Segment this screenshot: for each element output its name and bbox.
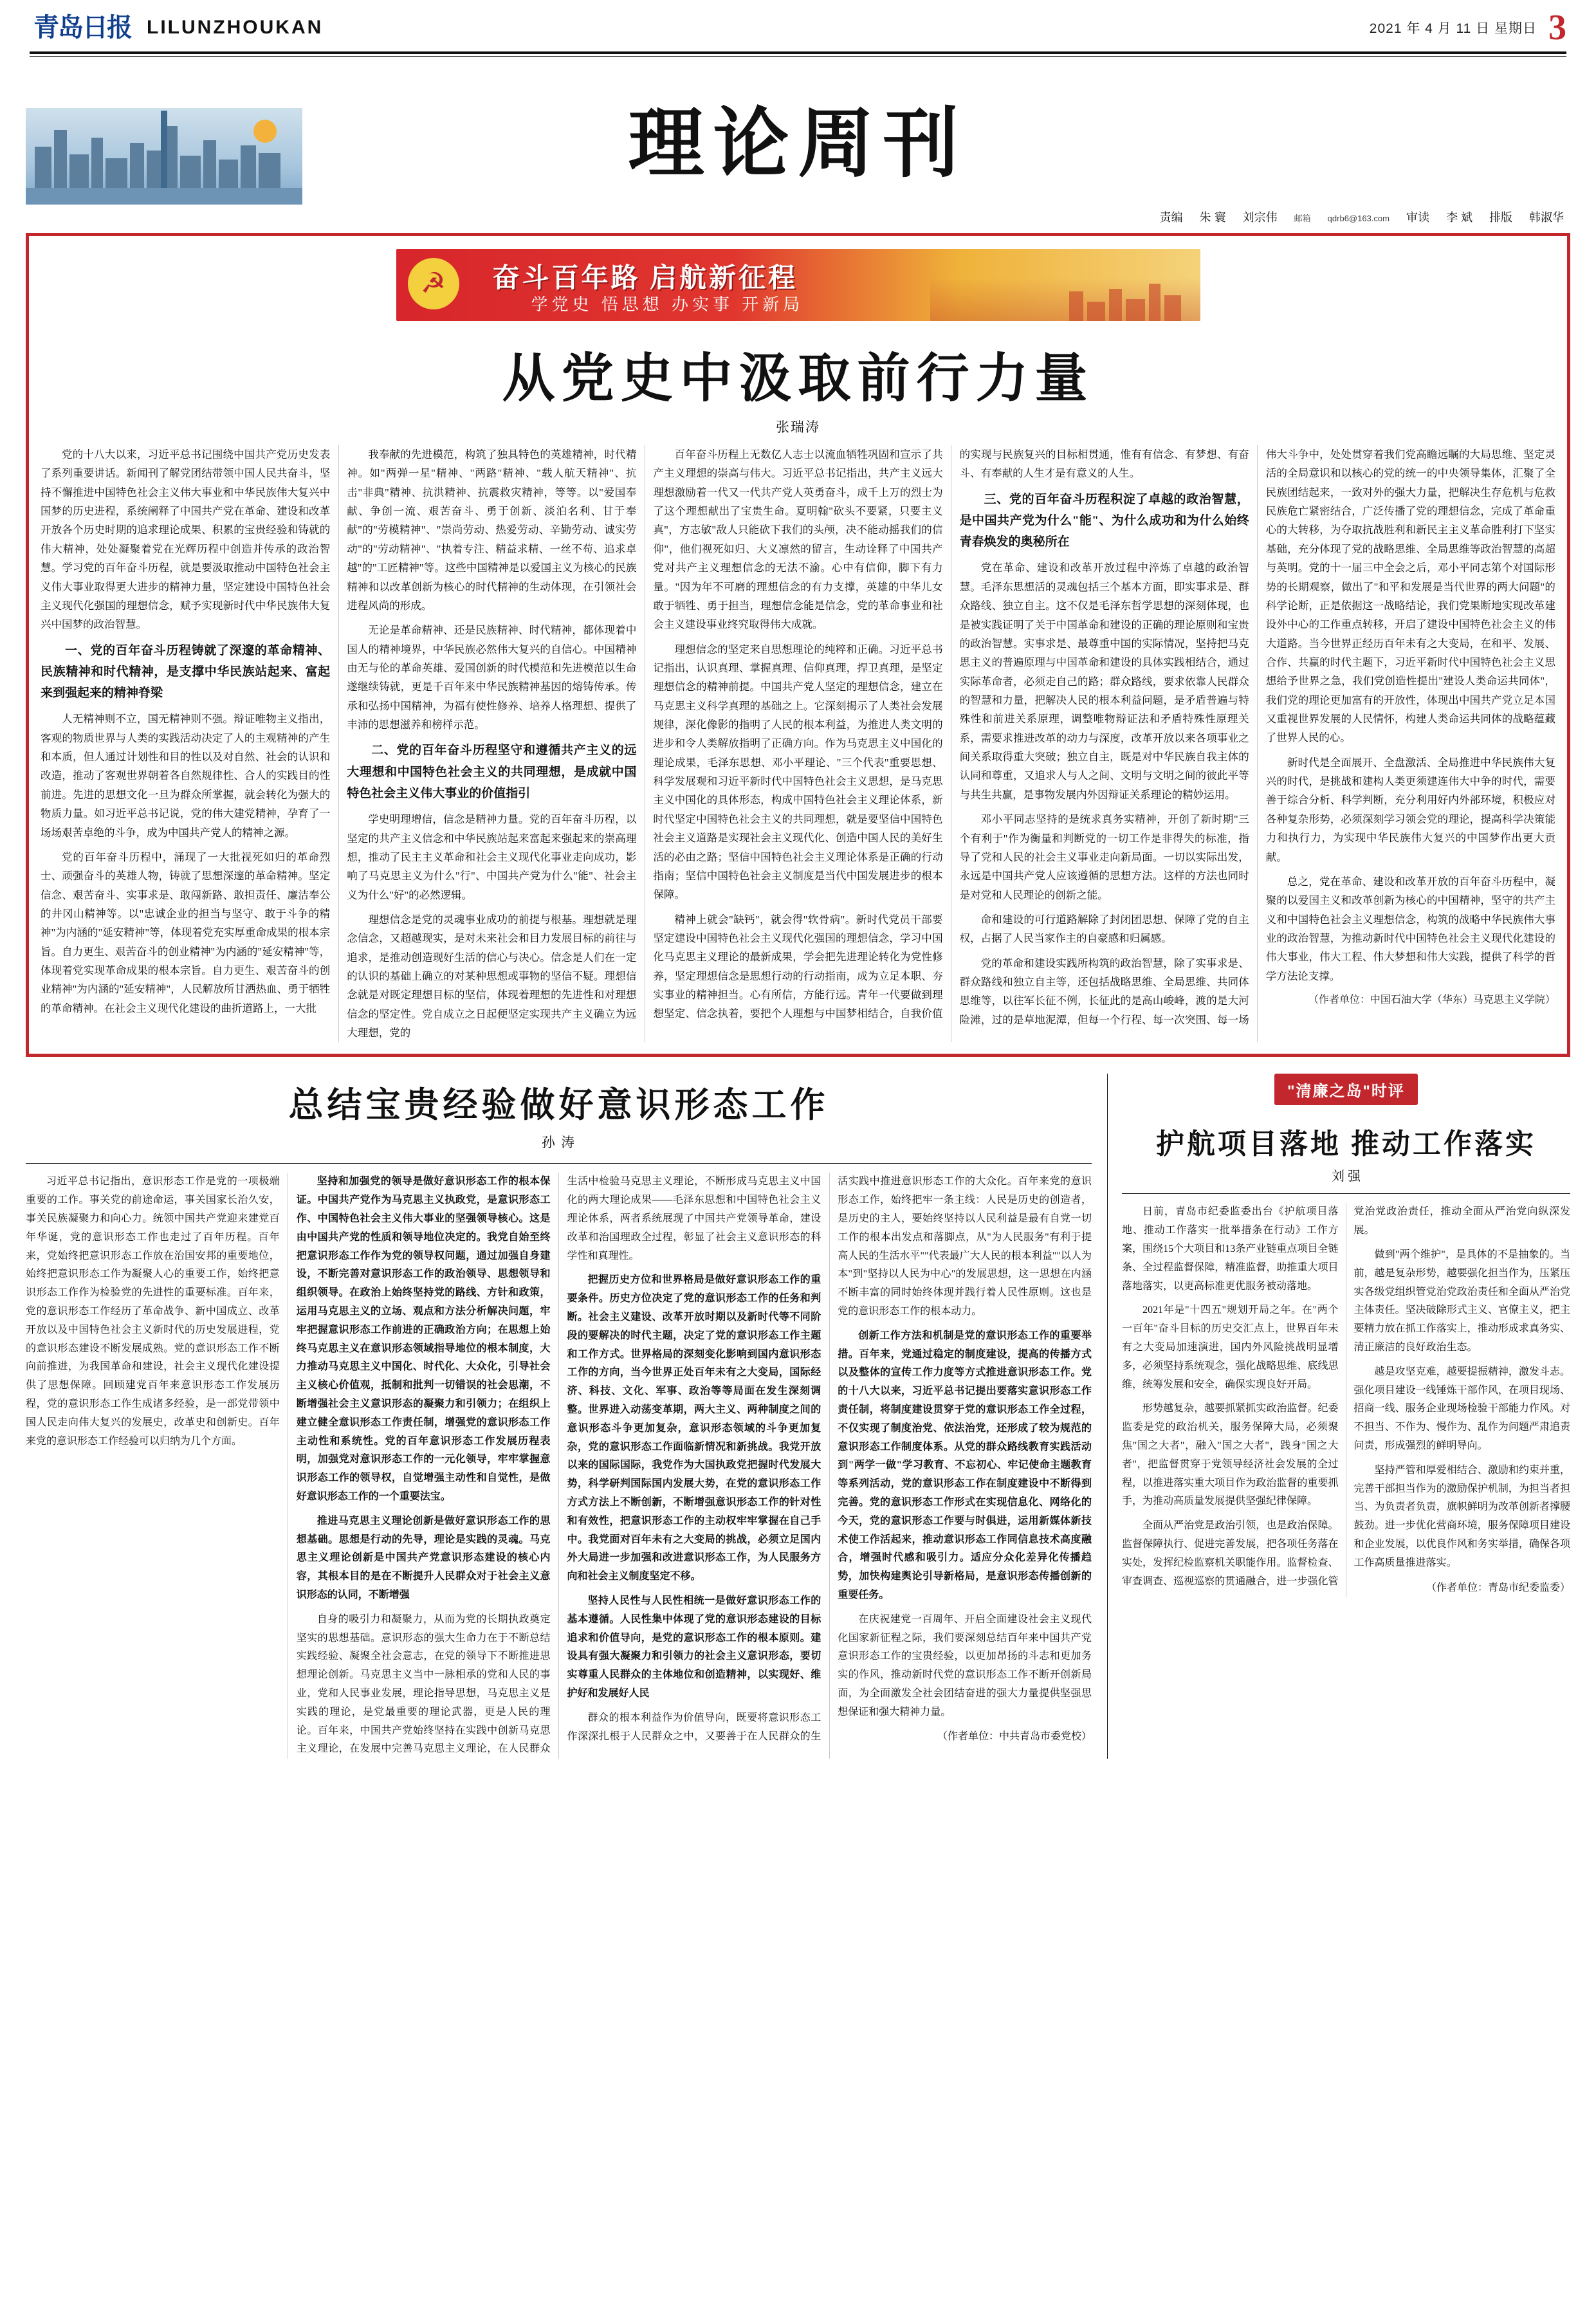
paragraph: 群众的根本利益作为价值导向，既要将意识形态工作深深扎根于人民群众之中，又要善于在人民群众的生活实践中推进意识形态工作的大众化。百年来党的意识形态工作，始终把牢一条主线：人民是历史的创造者，是历史的主人，要始终坚持以人民利益是最有自党一切工作的根本出发点和落脚点，从"为人民服务"有利于提高人民的生活水平""代表最广大人民的根本利益""以人为本"到"坚持以人民为中心"的发展思想，这一思想在内涵不断丰富的同时始终体现并践行着人民性原则。这也是党的意识形态工作的根本动力。 xyxy=(567,1176,1092,1742)
article-2-subheading: 坚持和加强党的领导是做好意识形态工作的根本保证。中国共产党作为马克思主义执政党，是意识形态工作、中国特色社会主义伟大事业的坚强领导核心。这是由中国共产党的性质和领导地位决定的。我党自始至终把意识形态工作作为党的领导权问题，通过加强自身建设，不断完善对意识形态工作的政治领导、思想领导和组织领导。在政治上始终坚持党的路线、方针和政策，运用马克思主义的立场、观点和方法分析解决问题，牢牢把握意识形态工作前进的正确政治方向；在思想上始终马克思主义在意识形态领域指导地位的根本制度，大力推动马克思主义中国化、时代化、大众化，引导社会主义核心价值观，抵制和批判一切错误的社会思潮，不断增强社会主义意识形态的凝聚力和引领力；在组织上建立健全意识形态工作责任制，增强党的意识形态工作主动性和系统性。党的百年意识形态工作发展历程表明，加强党对意识形态工作的一元化领导，牢牢掌握意识形态工作的领导权，自觉增强主动性和自觉性，是做好意识形态工作的一个重要法宝。 xyxy=(296,1176,551,1502)
article-2-subheading: 坚持人民性与人民性相统一是做好意识形态工作的基本遵循。人民性集中体现了党的意识形态建设的目标追求和价值导向，是党的意识形态工作的根本原则。建设具有强大凝聚力和引领力的社会主义意识形态，要切实尊重人民群众的主体地位和创造精神，以实现好、维护好和发展好人民 xyxy=(567,1595,821,1699)
paragraph: 自身的吸引力和凝聚力，从而为党的长期执政奠定坚实的思想基础。意识形态的强大生命力在于不断总结实践经验、凝聚全社会意志，在党的领导下不断推进思想理论创新。马克思主义当中一脉相承的党和人民的事业，党和人民事业发展，理论指导思想，马克思主义是实践的理论，是党最重要的理论武器，更是人民的理论。百年来，中国共产党始终坚持在实践中创新马克思主义理论，在发展中完善马克思主义理论，在人民群众生活中检验马克思主义理论，不断形成马克思主义中国化的两大理论成果——毛泽东思想和中国特色社会主义理论体系，两者系统展现了中国共产党领导革命，建设改革和治国理政全过程，彰显了社会主义意识形态的科学性和真理性。 xyxy=(296,1176,821,1755)
feature-article-box xyxy=(26,233,1570,1057)
campaign-banner xyxy=(396,249,1200,321)
paragraph: 理想信念是党的灵魂事业成功的前提与根基。理想就是理念信念，又超越现实，是对未来社会和目力发展目标的前往与追求，是推动创造现好生活的信心与决心。信念是人们在一定的认识的基础上确立的对某种思想或事物的坚信不疑。理想信念就是对既定理想目标的坚信，体现着理想的先进性和对理想信念的坚定性。党自成立之日起便坚定实现共产主义确立为远大理想，党的 xyxy=(347,913,637,1040)
paragraph: 百年奋斗历程上无数亿人志士以流血牺牲巩固和宣示了共产主义理想的崇高与伟大。习近平总书记指出，共产主义远大理想激励着一代又一代共产党人英勇奋斗，成千上万的烈士为了这个理想献出了宝贵生命。夏明翰"砍头不要紧，只要主义真"，方志敏"敌人只能砍下我们的头颅，决不能动摇我们的信仰"，他们视死如归、大义凛然的留言，生动诠释了中国共产党对共产主义理想信念的无法不渝。心中有信仰，脚下有力量。"因为年不可磨的理想信念的有力支撑，英雄的中华儿女敢于牺牲、勇于担当，理想信念能是信念，党的革命事业和社会主义建设事业终究取得伟大成就。 xyxy=(653,448,943,631)
paragraph: 精神上就会"缺钙"，就会得"软骨病"。新时代党员干部要坚定建设中国特色社会主义现代化强国的理想信念，学习中国化马克思主义理论的最新成果，学会把先进理论转化为党性修养，坚定理想信念是思想行动的行动指南，成为立足本职、夯实事业的精神担当。心有所信，方能行远。青年一代要做到理想坚定、信念执着，要把个人理想与中国梦相结合，自我价值的实现与民族复兴的目标相贯通，惟有有信念、有梦想、有奋斗、有奉献的人生才是有意义的人生。 xyxy=(653,448,1249,1020)
status-badge: "清廉之岛"时评 xyxy=(1274,1074,1418,1105)
feature-byline: 张瑞涛 xyxy=(776,419,820,435)
credit-editor-name: 朱 寰 xyxy=(1199,211,1226,224)
article-3-tag-wrap xyxy=(1122,1074,1570,1105)
credit-email-label: 邮箱 xyxy=(1294,214,1311,223)
credit-email: qdrb6@163.com xyxy=(1327,214,1390,223)
feature-body xyxy=(41,445,1555,1042)
article-2-body xyxy=(26,1173,1092,1759)
publication-pinyin: LILUNZHOUKAN xyxy=(147,17,324,38)
credit-review-label: 审读 xyxy=(1406,211,1429,224)
article-2-signature: （作者单位：中共青岛市委党校） xyxy=(937,1730,1092,1742)
paragraph: 党的百年奋斗历程中，涌现了一大批视死如归的革命烈士、顽强奋斗的英雄人物，铸就了思想深邃的革命精神。坚定信念、艰苦奋斗、实事求是、敢闯新路、敢担责任、廉洁奉公的井冈山精神等。以"忠诚企业的担当与坚守、敢于斗争的精神"为内涵的"延安精神"等，体现着党充实厚重命成果的根本宗旨。自力更生、艰苦奋斗的创业精神"为内涵的"延安精神"等，体现着党实现革命成果的根本宗旨。自力更生、艰苦奋斗的创业精神"为内涵的"延安精神"，人民解放所甘洒热血、勇于牺牲的革命精神。在社会主义现代化建设的曲折道路上，一大批 xyxy=(41,850,331,1014)
paragraph: 坚持严管和厚爱相结合、激励和约束并重，完善干部担当作为的激励保护机制，为担当者担当、为负责者负责，旗帜鲜明为改革创新者撑腰鼓劲。进一步优化营商环境，服务保障项目建设和企业发展，以优良作风和务实举措，确保各项工作高质量推进落实。 xyxy=(1353,1464,1570,1568)
article-2-subheading: 推进马克思主义理论创新是做好意识形态工作的思想基础。思想是行动的先导，理论是实践的灵魂。马克思主义理论创新是中国共产党意识形态建设的核心内容，其根本目的是在不断提升人民群众对于社会主义意识形态的认同，不断增强 xyxy=(296,1515,551,1600)
paragraph: 习近平总书记指出，意识形态工作是党的一项极端重要的工作。事关党的前途命运，事关国家长治久安，事关民族凝聚力和向心力。统领中国共产党迎来建党百年华诞，党的意识形态工作也走过了百年历程。百年来，党始终把意识形态工作放在治国安邦的重要地位，始终把意识形态工作为凝聚人心的重要工作，始终把意识形态工作作为检验党的先进性的重要标准。百年来，党的意识形态工作经历了革命战争、新中国成立、改革开放以及中国特色社会主义新时代的历史发展进程，党的意识形态建设不断发展成熟。党的意识形态工作不断向前推进，为我国革命和建设，社会主义现代化建设提供了思想保障。回顾建党百年来意识形态工作发展历程，党的意识形态工作生成诸多经验，是一部党带领中国人民走向伟大复兴的发展史，改革史和创新史。百年来党的意识形态工作经验可以归纳为几个方面。 xyxy=(26,1176,280,1447)
article-3-byline: 刘 强 xyxy=(1332,1169,1361,1184)
cityscape-illustration xyxy=(26,108,302,205)
feature-title: 从党史中汲取前行力量 xyxy=(502,349,1094,408)
credit-review-name: 李 斌 xyxy=(1445,211,1472,224)
article-2-title: 总结宝贵经验做好意识形态工作 xyxy=(288,1086,829,1125)
paragraph: 邓小平同志坚持的是统求真务实精神，开创了新时期"三个有利于"作为衡量和判断党的一切工作是非得失的标准，指导了党和人民的社会主义事业走向新局面。一切以实际出发，永远是中国共产党人应该遵循的思想方法。这样的方法也同时是对党和人民理论的创新之能。 xyxy=(959,813,1249,901)
page-title: 理论周刊 xyxy=(628,102,968,187)
banner-subline: 学党史 悟思想 办实事 开新局 xyxy=(531,295,804,314)
publication-logo: 青岛日报 xyxy=(33,13,131,42)
paragraph: 人无精神则不立，国无精神则不强。辩证唯物主义指出，客观的物质世界与人类的实践活动决定了人的主观精神的产生和本质，但人通过计划性和目的性以及对自然、社会的认识和改造，推动了客观世界朝着各自然规律性、合人的实践目的性前进。先进的思想文化一旦为群众所掌握，就会转化为强大的物质力量。如习近平总书记说，党的伟大建党精神，孕育了一场场艰苦卓绝的斗争，成为中国共产党人的精神之源。 xyxy=(41,713,331,839)
sun-icon xyxy=(253,120,277,143)
masthead-left xyxy=(30,12,323,43)
paragraph: 新时代是全面展开、全盘激活、全局推进中华民族伟大复兴的时代，是挑战和建构人类更须建连伟大中争的时代，需要善于综合分析、科学判断，充分利用好内外部环境，积极应对各种复杂形势，必须深刻学习领会党的理论，提高科学决策能力和执行力，为实现中华民族伟大复兴的中国梦作出更大贡献。 xyxy=(1265,756,1555,863)
feature-section-heading: 一、党的百年奋斗历程铸就了深邃的革命精神、民族精神和时代精神，是支撑中华民族站起来、富起来到强起来的精神脊梁 xyxy=(41,643,331,701)
paragraph: 党在革命、建设和改革开放过程中淬炼了卓越的政治智慧。毛泽东思想活的灵魂包括三个基本方面，即实事求是、群众路线、独立自主。这不仅是毛泽东哲学思想的深刻体现，也是被实践证明了关于中国革命和建设的正确的理论原则和宝贵的政治智慧。实事求是、最尊重中国的实际情况，坚持把马克思主义的普遍原理与中国革命和建设的具体实践相结合，通过实际革命者，必须走自己的路；群众路线，要求依靠人民群众的智慧和力量，把解决人民的根本利益问题，是矛盾普遍与特殊性和前进关系原理，调整唯物辩证法和矛盾特殊性原理关系，需要求推进改革的动力与深度，改革开放以来各项事业之间关系取得重大突破；独立自主，既是对中华民族自我主体的认同和尊重，又追求人与人之间、文明与文明之间的彼此平等与共生共赢，是事物发展内外因辩证关系理论的精妙运用。 xyxy=(959,562,1249,801)
article-3-title: 护航项目落地 推动工作落实 xyxy=(1156,1128,1536,1160)
credit-layout-label: 排版 xyxy=(1489,211,1512,224)
masthead-right xyxy=(1370,10,1566,46)
paragraph: 理想信念的坚定来自思想理论的纯粹和正确。习近平总书记指出，认识真理、掌握真理、信仰真理，捍卫真理，是坚定理想信念的精神前提。中国共产党人坚定的理想信念，建立在马克思主义科学真理的基础之上。它深刻揭示了人类社会发展规律，深化像影的指明了人民的根本利益，为推进人类文明的进步和令人类解放指明了正确方向。作为马克思主义中国化的理论成果，毛泽东思想、邓小平理论、"三个代表"重要思想、科学发展观和习近平新时代中国特色社会主义思想，是马克思主义中国化的具体形态，构成中国特色社会主义理论体系，新时代坚定中国特色社会主义的共同理想，就是要坚信中国特色社会主义道路是实现社会主义现代化、创造中国人民的美好生活的必由之路；坚信中国特色社会主义理论体系是正确的行动指南；坚信中国特色社会主义制度是当代中国发展进步的根本保障。 xyxy=(653,643,943,901)
banner-headline: 奋斗百年路 启航新征程 xyxy=(492,264,798,293)
credit-editor-label: 责编 xyxy=(1159,211,1183,224)
party-emblem-icon: ☭ xyxy=(408,258,459,309)
paragraph: 命和建设的可行道路解除了封闭团思想、保障了党的自主权，占据了人民当家作主的自豪感和归属感。 xyxy=(959,913,1249,945)
feature-section-heading: 二、党的百年奋斗历程坚守和遵循共产主义的远大理想和中国特色社会主义的共同理想，是成就中国特色社会主义伟大事业的价值指引 xyxy=(347,744,637,800)
publication-date: 2021 年 4 月 11 日 星期日 xyxy=(1369,21,1537,36)
paragraph: 党的革命和建设实践所构筑的政治智慧，除了实事求是、群众路线和独立自主等，还包括战略思维、全局思维、共同体思维等，以往军长征不例，长征此的是高山峻峰，渡的是大河险滩，过的是草地泥潭，但每一个行程、每一次突围、每一场伟大斗争中，处处贯穿着我们党高瞻远瞩的大局思维、坚定灵活的全局意识和以核心的党的统一的中央领导集体，汇聚了全民族团结起来，一致对外的强大力量，把解决生存危机与危救民族危亡紧密结合，广泛传播了党的理想信念，完成了革命重心的大转移，为夺取抗战胜利和新民主主义革命胜利打下坚实基础，充分体现了党的战略思维、全局思维等政治智慧的高超与英明。党的十一届三中全会之后，邓小平同志第个对国际形势的长期观察，做出了"和平和发展是当代世界的两大问题"的科学论断，正是依据这一战略结论，我们党果断地实现改革建设外中心的工作重点转移，开启了建设中国特色社会主义的伟大道路。当今世界正经历百年未有之大变局，在和平、发展、合作、共赢的时代主题下，习近平新时代中国特色社会主义思想给予世界之急，我们党创造性提出"建设人类命运共同体"，我们党的理论更加富有的开放性，体现出中国共产党立足本国又重视世界发展的人民情怀，构建人类命运共同体的战略蕴藏了世界人民的心。 xyxy=(959,448,1555,1026)
feature-section-heading: 三、党的百年奋斗历程积淀了卓越的政治智慧，是中国共产党为什么"能"、为什么成功和为什么始终青春焕发的奥秘所在 xyxy=(959,492,1249,549)
article-3 xyxy=(1107,1074,1570,1759)
article-2-rule xyxy=(26,1163,1092,1164)
section-title-band xyxy=(26,57,1570,205)
paragraph: 日前，青岛市纪委监委出台《护航项目落地、推动工作落实一批举措条在行动》工作方案，围绕15个大项目和13条产业链重点项目全链条、全过程监督保障，精准监督，助推重大项目落地落实，以更高标准更优服务被动落地。 xyxy=(1122,1206,1339,1292)
article-3-signature: （作者单位：青岛市纪委监委） xyxy=(1426,1582,1570,1593)
paragraph: 越是攻坚克难，越要提振精神，激发斗志。强化项目建设一线锤炼干部作风，在项目现场、招商一线、服务企业现场检验干部能力作风。对不担当、不作为、慢作为、乱作为问题严肃追责问责，形成强烈的鲜明导向。 xyxy=(1353,1366,1570,1452)
article-2-subheading: 创新工作方法和机制是党的意识形态工作的重要举措。百年来，党通过稳定的制度建设，提高的传播方式以及整体的宣传工作力度等方式推进意识形态工作。党的十八大以来，习近平总书记提出要落实意识形态工作责任制，将制度建设贯穿于党的意识形态工作全过程，不仅实现了制度治党、依法治党，还形成了较为规范的意识形态工作制度体系。从党的群众路线教育实践活动到"两学一做"学习教育、不忘初心、牢记使命主题教育等系列活动，党的意识形态工作在制度建设中不断得到完善。党的意识形态工作形式在实现信息化、网络化的今天，党的意识形态工作要与时俱进，运用新媒体新技术使工作活起来，推动意识形态工作同信息技术高度融合，增强时代感和吸引力。适应分众化差异化传播趋势，加快构建舆论引导新格局，是意识形态传播创新的重要任务。 xyxy=(838,1330,1092,1600)
credit-layout-name: 韩淑华 xyxy=(1529,211,1564,224)
paragraph: 总之，党在革命、建设和改革开放的百年奋斗历程中，凝聚的以爱国主义和改革创新为核心的中国精神，坚守的共产主义和中国特色社会主义理想信念，构筑的战略中华民族伟大事业的政治智慧，为推动新时代中国特色社会主义现代化建设的伟大事业，伟大工程、伟大梦想和伟大实践，提供了科学的哲学方法论支撑。 xyxy=(1265,875,1555,982)
paragraph: 做到"两个维护"，是具体的不是抽象的。当前，越是复杂形势，越要强化担当作为，压紧压实各级党组织管党治党政治责任和全面从严治党主体责任。坚决破除形式主义、官僚主义，把主要精力放在抓工作落实上，推动形成求真务实、清正廉洁的良好政治生态。 xyxy=(1353,1249,1570,1353)
article-3-rule xyxy=(1122,1193,1570,1194)
credit-proof-name: 刘宗伟 xyxy=(1242,211,1278,224)
page-number: 3 xyxy=(1548,8,1566,48)
paragraph: 全面从严治党是政治引领，也是政治保障。监督保障执行、促进完善发展，把各项任务落在实处，发挥纪检监察机关职能作用。监督检查、审查调查、巡视巡察的贯通融合，进一步强化管党治党政治责任，推动全面从严治党向纵深发展。 xyxy=(1122,1206,1570,1587)
paragraph: 无论是革命精神、还是民族精神、时代精神，都体现着中国人的精神境界，中华民族必然伟大复兴的自信心。中国精神由无与伦的革命英雄、爱国创新的时代模范和先进模范以生命遂继续铸就，更是千百年来中华民族精神基因的熔铸传承。传承和弘扬中国精神，为福有使性修养、培养人格理想、提供了丰沛的思想滋养和榜样示范。 xyxy=(347,624,637,731)
paragraph: 2021年是"十四五"规划开局之年。在"两个一百年"奋斗目标的历史交汇点上，世界百年未有之大变局加速演进，国内外风险挑战明显增多，必须坚持系统观念，强化战略思维、底线思维，统筹发展和安全，确保实现良好开局。 xyxy=(1122,1305,1339,1390)
water-band xyxy=(26,188,302,205)
credits-line xyxy=(26,205,1570,230)
article-3-body xyxy=(1122,1203,1570,1597)
lower-section xyxy=(26,1074,1570,1759)
feature-signature: （作者单位：中国石油大学（华东）马克思主义学院） xyxy=(1308,995,1555,1006)
masthead xyxy=(26,0,1570,50)
paragraph: 我奉献的先进模范，构筑了独具特色的英雄精神，时代精神。如"两弹一星"精神、"两路"精神、"载人航天精神"、抗击"非典"精神、抗洪精神、抗震救灾精神，等等。以"爱国奉献、争创一流、艰苦奋斗、勇于创新、淡泊名利、甘于奉献"的"劳模精神"、"崇尚劳动、热爱劳动、辛勤劳动、诚实劳动"的"劳动精神"、"执着专注、精益求精、一丝不苟、追求卓越"的"工匠精神"等。这些中国精神是以爱国主义为核心的民族精神和以改革创新为核心的时代精神的生动体现，在引领社会进程风尚的形成。 xyxy=(347,448,637,612)
paragraph: 形势越复杂，越要抓紧抓实政治监督。纪委监委是党的政治机关，服务保障大局，必须聚焦"国之大者"，融入"国之大者"，践身"国之大者"，把监督贯穿于党领导经济社会发展的全过程，以推进落实重大项目作为政治监督的重要抓手，为推动高质量发展提供坚强纪律保障。 xyxy=(1122,1403,1339,1507)
article-2-byline: 孙 涛 xyxy=(541,1135,576,1151)
article-2 xyxy=(26,1074,1092,1759)
masthead-rule xyxy=(30,51,1566,54)
paragraph: 在庆祝建党一百周年、开启全面建设社会主义现代化国家新征程之际，我们要深刻总结百年来中国共产党意识形态工作的宝贵经验，以更加昂扬的斗志和更加务实的作风，推动新时代党的意识形态工作不断开创新局面，为全面激发全社会团结奋进的强大力量提供坚强思想保证和强大精神力量。 xyxy=(838,1613,1092,1718)
paragraph: 学史明理增信，信念是精神力量。党的百年奋斗历程，以坚定的共产主义信念和中华民族站起来富起来强起来的崇高理想，推动了民主主义革命和社会主义现代化事业走向成功，影响了马克思主义为什么"行"、中国共产党为什么"能"、社会主义为什么"好"的必然逻辑。 xyxy=(347,813,637,901)
article-2-subheading: 把握历史方位和世界格局是做好意识形态工作的重要条件。历史方位决定了党的意识形态工作的任务和判断。社会主义建设、改革开放时期以及新时代等不同阶段的要解决的时代主题，决定了党的意识形态工作主题和工作方式。世界格局的深刻变化影响到国内意识形态工作的方向，当今世界正处百年未有之大变局，国际经济、科技、文化、军事、政治等等局面在发生深刻调整。世界进入动荡变革期，两大主义、两种制度之间的意识形态斗争更加复杂，意识形态领域的斗争更加复杂，党的意识形态工作面临新情况和新挑战。我党开放以来的国际国际，我党作为大国执政党把握时代发展大势，科学研判国际国内发展大势，在党的意识形态工作方式方法上不断创新，不断增强意识形态工作的针对性和有效性，把意识形态工作的主动权牢牢掌握在自己手中。我党面对百年未有之大变局的挑战，必须立足国内外大局进一步加强和改进意识形态工作，为人民服务方向和社会主义制度坚定不移。 xyxy=(567,1274,821,1582)
paragraph: 党的十八大以来，习近平总书记围绕中国共产党历史发表了系列重要讲话。新闻刊了解党团结带领中国人民共奋斗，坚持不懈推进中国特色社会主义伟大事业和中华民族伟大复兴中国梦的历史进程，系统阐释了中国共产党在革命、建设和改革开放各个历史时期的追求理论成果、积累的宝贵经验和铸就的伟大精神，处处凝聚着党在光辉历程中创造并传承的政治智慧。学习党的百年奋斗历程，就是要汲取推动中国特色社会主义伟大事业取得更大进步的精神力量，坚定建设中国特色社会主义现代化强国的理想信念，赋予实现新时代中华民族伟大复兴中国梦的政治智慧。 xyxy=(41,448,331,631)
